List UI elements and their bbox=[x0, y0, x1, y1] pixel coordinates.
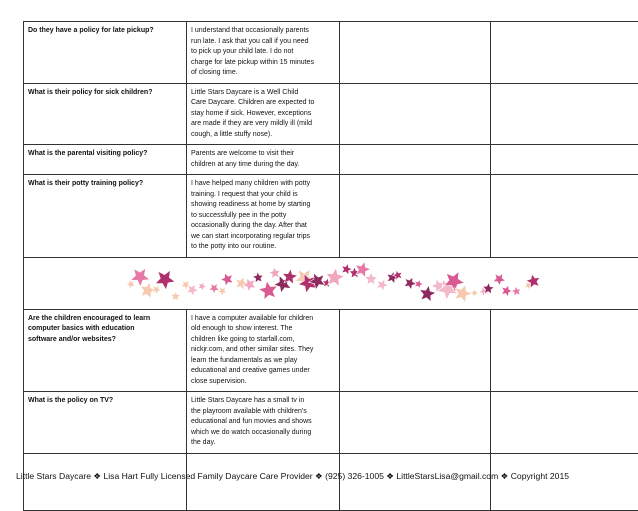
star-icon bbox=[186, 284, 198, 296]
star-icon bbox=[268, 267, 280, 279]
star-icon bbox=[242, 278, 255, 291]
table-row bbox=[24, 309, 638, 392]
star-icon bbox=[151, 285, 161, 295]
blank-cell[interactable] bbox=[340, 145, 491, 175]
blank-cell[interactable] bbox=[491, 309, 638, 392]
star-icon bbox=[511, 286, 521, 296]
star-icon bbox=[198, 282, 207, 291]
answer-text: Parents are welcome to visit their children at any time during the day. bbox=[191, 149, 335, 170]
blank-cell[interactable] bbox=[491, 83, 638, 145]
star-icon bbox=[404, 277, 416, 290]
blank-cell[interactable] bbox=[340, 392, 491, 454]
question-cell bbox=[24, 392, 187, 454]
question-cell bbox=[24, 83, 187, 145]
answer-text: Little Stars Daycare is a Well Child Care Daycare. Children are expected to stay home if sick. However, exceptions are made if they are very mildly ill (mild cough, a little stuffy nose). bbox=[191, 88, 335, 141]
star-icon bbox=[364, 272, 377, 285]
question-text: What is the policy on TV? bbox=[28, 396, 182, 407]
answer-text: I understand that occasionally parents run late. I ask that you call if you need to pick up your child late. I do not charge for late pickup within 15 minutes of closing time. bbox=[191, 26, 335, 79]
table-row bbox=[24, 22, 638, 84]
star-banner-cell bbox=[24, 257, 638, 309]
divider-row bbox=[24, 257, 638, 309]
question-cell bbox=[24, 309, 187, 392]
answer-text: Little Stars Daycare has a small tv in the playroom available with children's educational and fun movies and shows which we do watch occasionally during the day. bbox=[191, 396, 335, 449]
star-banner bbox=[123, 258, 543, 308]
star-icon bbox=[492, 273, 505, 285]
blank-cell[interactable] bbox=[491, 145, 638, 175]
blank-cell[interactable] bbox=[340, 22, 491, 84]
answer-cell bbox=[187, 392, 340, 454]
blank-cell[interactable] bbox=[491, 392, 638, 454]
page-footer: Little Stars Daycare ❖ Lisa Hart Fully Licensed Family Daycare Care Provider ❖ (925) 326-1005 ❖ LittleStarsLisa@gmail.com ❖ Copyright 2015 bbox=[16, 471, 626, 482]
question-text: What is their policy for sick children? bbox=[28, 88, 182, 99]
policy-table bbox=[23, 21, 638, 511]
question-text: What is the parental visiting policy? bbox=[28, 149, 182, 160]
star-icon bbox=[220, 272, 233, 285]
star-icon bbox=[470, 288, 478, 296]
star-icon bbox=[217, 286, 226, 295]
question-text: Are the children encouraged to learn computer basics with education software and/or websites? bbox=[28, 314, 182, 346]
table-row bbox=[24, 145, 638, 175]
question-text: What is their potty training policy? bbox=[28, 179, 182, 190]
star-icon bbox=[282, 268, 297, 283]
answer-cell bbox=[187, 175, 340, 258]
table-row bbox=[24, 392, 638, 454]
answer-cell bbox=[187, 83, 340, 145]
star-icon bbox=[325, 268, 344, 286]
star-icon bbox=[126, 279, 135, 288]
blank-cell[interactable] bbox=[491, 175, 638, 258]
question-text: Do they have a policy for late pickup? bbox=[28, 26, 182, 37]
star-icon bbox=[501, 285, 512, 297]
table-row bbox=[24, 83, 638, 145]
blank-cell[interactable] bbox=[340, 175, 491, 258]
answer-text: I have helped many children with potty training. I request that your child is showing readiness at home by starting to successfully pee in the potty occasionally during the day. After that we can start incorporating regular trips to the potty into our routine. bbox=[191, 179, 335, 253]
blank-cell[interactable] bbox=[340, 83, 491, 145]
star-icon bbox=[376, 279, 388, 291]
star-icon bbox=[170, 291, 180, 301]
blank-cell[interactable] bbox=[340, 309, 491, 392]
blank-cell[interactable] bbox=[491, 22, 638, 84]
star-icon bbox=[258, 280, 277, 299]
star-icon bbox=[419, 285, 435, 302]
answer-cell bbox=[187, 145, 340, 175]
answer-cell bbox=[187, 22, 340, 84]
question-cell bbox=[24, 175, 187, 258]
question-cell bbox=[24, 145, 187, 175]
question-cell bbox=[24, 22, 187, 84]
table-row bbox=[24, 175, 638, 258]
answer-cell bbox=[187, 309, 340, 392]
answer-text: I have a computer available for children old enough to show interest. The children like going to starfall.com, nickjr.com, and other similar sites. They learn the fundamentals as we play educational and creative games under close supervision. bbox=[191, 314, 335, 388]
